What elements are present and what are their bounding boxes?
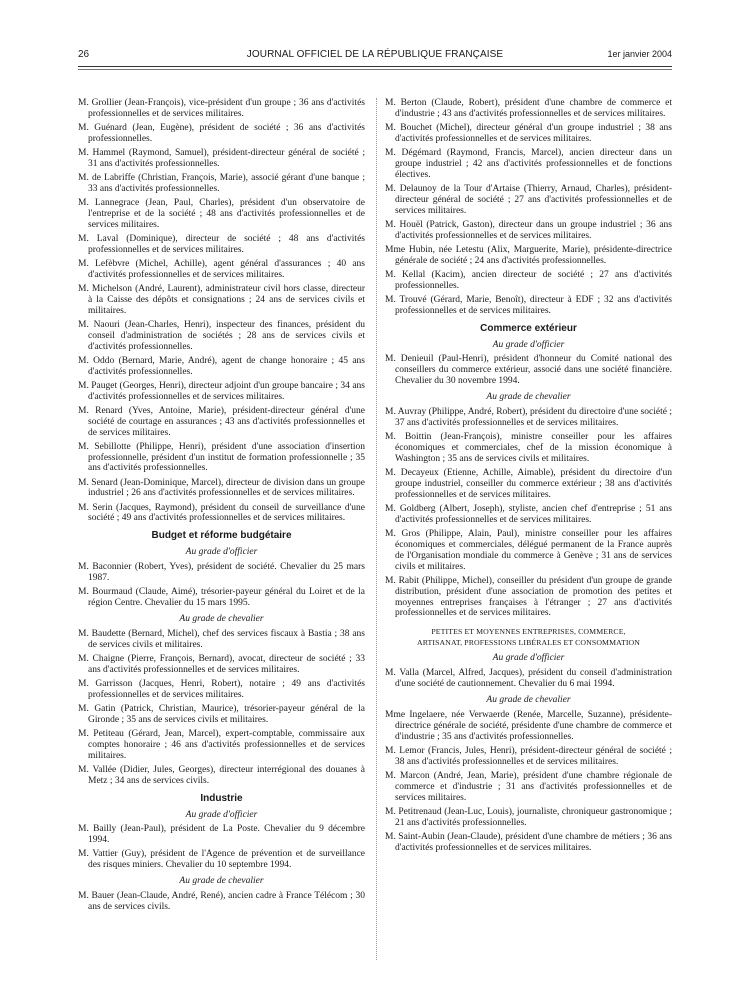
list-item: M. Garrisson (Jacques, Henri, Robert), notaire ; 49 ans d'activités professionnelles et de services militaires. xyxy=(78,678,365,700)
entry-list xyxy=(385,407,672,619)
list-item: M. Houël (Patrick, Gaston), directeur dans un groupe industriel ; 36 ans d'activités professionnelles et de services militaires. xyxy=(385,219,672,241)
list-item: M. Valla (Marcel, Alfred, Jacques), président du conseil d'administration d'une société de cautionnement. Chevalier du 6 mai 1994. xyxy=(385,668,672,690)
section-title-pme-line2: ARTISANAT, PROFESSIONS LIBÉRALES ET CONSOMMATION xyxy=(416,637,641,647)
list-item: M. Gatin (Patrick, Christian, Maurice), trésorier-payeur général de la Gironde ; 35 ans de services civils et militaires. xyxy=(78,703,365,725)
entry-list xyxy=(385,668,672,690)
list-item: M. Bailly (Jean-Paul), président de La Poste. Chevalier du 9 décembre 1994. xyxy=(78,824,365,846)
list-item: M. Decayeux (Etienne, Achille, Aimable), président du directoire d'un groupe industriel, conseiller du commerce extérieur ; 38 ans d'activités professionnelles et de services militaires. xyxy=(385,467,672,500)
list-item: M. Bourmaud (Claude, Aimé), trésorier-payeur général du Loiret et de la région Centre. Chevalier du 15 mars 1995. xyxy=(78,587,365,609)
list-item: M. Lannegrace (Jean, Paul, Charles), président d'un observatoire de l'entreprise et de la société ; 48 ans d'activités professionnelles et de services militaires. xyxy=(78,198,365,230)
column-divider xyxy=(376,98,377,960)
list-item: M. Naouri (Jean-Charles, Henri), inspecteur des finances, président du conseil d'administration de sociétés ; 28 ans de services civils et d'activités professionnelles. xyxy=(78,319,365,352)
list-item: M. Goldberg (Albert, Joseph), styliste, ancien chef d'entreprise ; 51 ans d'activités professionnelles et de services militaires. xyxy=(385,503,672,525)
journal-title: JOURNAL OFFICIEL DE LA RÉPUBLIQUE FRANÇAISE xyxy=(246,49,504,60)
section-title-industrie: Industrie xyxy=(200,792,243,804)
entry-list xyxy=(78,98,365,524)
right-column xyxy=(385,98,672,857)
list-item: M. Auvray (Philippe, André, Robert), président du directoire d'une société ; 37 ans d'activités professionnelles et de services militaires. xyxy=(385,407,672,428)
left-column xyxy=(78,98,365,916)
issue-date: 1er janvier 2004 xyxy=(607,49,672,59)
grade-label-officier: Au grade d'officier xyxy=(492,339,565,350)
list-item: Mme Ingelaere, née Verwaerde (Renée, Marcelle, Suzanne), présidente-directrice générale de société, présidente d'une chambre de commerce et d'industrie ; 35 ans d'activités professionnelles. xyxy=(385,709,672,742)
list-item: M. Marcon (André, Jean, Marie), président d'une chambre régionale de commerce et d'industrie ; 31 ans d'activités professionnelles et de services militaires. xyxy=(385,770,672,803)
entry-list xyxy=(78,824,365,871)
list-item: M. Delaunoy de la Tour d'Artaise (Thierry, Arnaud, Charles), président-directeur général de société ; 27 ans d'activités professionnelles et de services militaires. xyxy=(385,183,672,216)
list-item: M. Chaigne (Pierre, François, Bernard), avocat, directeur de société ; 33 ans d'activités professionnelles et de services militaires. xyxy=(78,653,365,675)
list-item: M. Vattier (Guy), président de l'Agence de prévention et de surveillance des risques miniers. Chevalier du 10 septembre 1994. xyxy=(78,849,365,871)
list-item: M. Michelson (André, Laurent), administrateur civil hors classe, directeur à la Caisse des dépôts et consignations ; 24 ans de services civils et militaires. xyxy=(78,283,365,316)
list-item: M. Senard (Jean-Dominique, Marcel), directeur de division dans un groupe industriel ; 26 ans d'activités professionnelles et de services militaires. xyxy=(78,477,365,499)
list-item: M. Grollier (Jean-François), vice-président d'un groupe ; 36 ans d'activités professionnelles et de services militaires. xyxy=(78,98,365,119)
list-item: M. Denieuil (Paul-Henri), président d'honneur du Comité national des conseillers du commerce extérieur, associé dans une société financière. Chevalier du 30 novembre 1994. xyxy=(385,354,672,387)
page-number: 26 xyxy=(78,49,90,60)
list-item: M. Lemor (Francis, Jules, Henri), président-directeur général de société ; 38 ans d'activités professionnelles et de services militaires. xyxy=(385,745,672,767)
list-item: M. Baconnier (Robert, Yves), président de société. Chevalier du 25 mars 1987. xyxy=(78,562,365,584)
list-item: Mme Hubin, née Letestu (Alix, Marguerite, Marie), présidente-directrice générale de société ; 24 ans d'activités professionnelles. xyxy=(385,244,672,266)
list-item: M. Vallée (Didier, Jules, Georges), directeur interrégional des douanes à Metz ; 34 ans de services civils. xyxy=(78,764,365,786)
grade-label-officier: Au grade d'officier xyxy=(185,547,258,558)
entry-list xyxy=(385,354,672,387)
section-title-pme-line1: PETITES ET MOYENNES ENTREPRISES, COMMERCE, xyxy=(431,627,626,637)
list-item: M. Sebillotte (Philippe, Henri), président d'une association d'insertion professionnelle, président d'un institut de formation professionnelle ; 35 ans d'activités professionnelles. xyxy=(78,441,365,474)
list-item: M. Rabit (Philippe, Michel), conseiller du président d'un groupe de grande distribution, président d'une association de promotion des petites et moyennes entreprises françaises à l'étranger ; 27 ans d'activités professionnelles et de services militaires. xyxy=(385,575,672,619)
list-item: M. Berton (Claude, Robert), président d'une chambre de commerce et d'industrie ; 43 ans d'activités professionnelles et de services militaires. xyxy=(385,98,672,119)
section-title-commerce-exterieur: Commerce extérieur xyxy=(480,322,577,334)
header-rule xyxy=(78,66,672,67)
list-item: M. Hammel (Raymond, Samuel), président-directeur général de société ; 31 ans d'activités professionnelles. xyxy=(78,148,365,169)
list-item: M. Bouchet (Michel), directeur général d'un groupe industriel ; 38 ans d'activités professionnelles et de services militaires. xyxy=(385,123,672,144)
list-item: M. Trouvé (Gérard, Marie, Benoît), directeur à EDF ; 32 ans d'activités professionnelles et de services militaires. xyxy=(385,294,672,316)
grade-label-chevalier: Au grade de chevalier xyxy=(486,392,571,403)
list-item: M. Kellal (Kacim), ancien directeur de société ; 27 ans d'activités professionnelles. xyxy=(385,269,672,291)
entry-list xyxy=(385,98,672,317)
list-item: M. Lefèbvre (Michel, Achille), agent général d'assurances ; 40 ans d'activités professionnelles et de services militaires. xyxy=(78,258,365,280)
section-title-pme xyxy=(385,627,672,648)
grade-label-chevalier: Au grade de chevalier xyxy=(179,876,264,887)
entry-list xyxy=(78,629,365,787)
list-item: M. Oddo (Bernard, Marie, André), agent de change honoraire ; 45 ans d'activités professionnelles. xyxy=(78,355,365,377)
entry-list xyxy=(385,710,672,854)
list-item: M. Dégémard (Raymond, Francis, Marcel), ancien directeur dans un groupe industriel ; 42 ans d'activités professionnelles et de fonctions électives. xyxy=(385,148,672,180)
list-item: M. Laval (Dominique), directeur de société ; 48 ans d'activités professionnelles et de services militaires. xyxy=(78,233,365,255)
list-item: M. Gros (Philippe, Alain, Paul), ministre conseiller pour les affaires économiques et commerciales, délégué permanent de la France auprès de l'Organisation mondiale du commerce à Genève ; 31 ans de services civils et militaires. xyxy=(385,528,672,572)
list-item: M. Renard (Yves, Antoine, Marie), président-directeur général d'une société de courtage en assurances ; 43 ans d'activités professionnelles et de services militaires. xyxy=(78,405,365,438)
section-title-budget: Budget et réforme budgétaire xyxy=(151,530,292,542)
list-item: M. Petiteau (Gérard, Jean, Marcel), expert-comptable, commissaire aux comptes honoraire ; 46 ans d'activités professionnelles et de services militaires. xyxy=(78,728,365,761)
list-item: M. Pauget (Georges, Henri), directeur adjoint d'un groupe bancaire ; 34 ans d'activités professionnelles et de services militaires. xyxy=(78,380,365,402)
entry-list xyxy=(78,891,365,913)
list-item: M. Guénard (Jean, Eugène), président de société ; 36 ans d'activités professionnelles. xyxy=(78,123,365,144)
list-item: M. Saint-Aubin (Jean-Claude), président d'une chambre de métiers ; 36 ans d'activités professionnelles et de services militaires. xyxy=(385,831,672,853)
grade-label-chevalier: Au grade de chevalier xyxy=(486,695,571,706)
list-item: M. Boittin (Jean-François), ministre conseiller pour les affaires économiques et commerciales, chef de la mission économique à Washington ; 35 ans de services civils et militaires. xyxy=(385,432,672,464)
entry-list xyxy=(78,562,365,609)
header-rule-thin xyxy=(78,69,672,70)
list-item: M. Bauer (Jean-Claude, André, René), ancien cadre à France Télécom ; 30 ans de services civils. xyxy=(78,891,365,913)
page-header xyxy=(78,49,672,63)
grade-label-officier: Au grade d'officier xyxy=(492,653,565,664)
list-item: M. Petitrenaud (Jean-Luc, Louis), journaliste, chroniqueur gastronomique ; 21 ans d'activités professionnelles. xyxy=(385,806,672,828)
grade-label-chevalier: Au grade de chevalier xyxy=(179,613,264,624)
grade-label-officier: Au grade d'officier xyxy=(185,809,258,820)
list-item: M. de Labriffe (Christian, François, Marie), associé gérant d'une banque ; 33 ans d'activités professionnelles. xyxy=(78,173,365,194)
list-item: M. Baudette (Bernard, Michel), chef des services fiscaux à Bastia ; 38 ans de services civils et militaires. xyxy=(78,628,365,650)
list-item: M. Serin (Jacques, Raymond), président du conseil de surveillance d'une société ; 49 ans d'activités professionnelles et de services militaires. xyxy=(78,502,365,524)
